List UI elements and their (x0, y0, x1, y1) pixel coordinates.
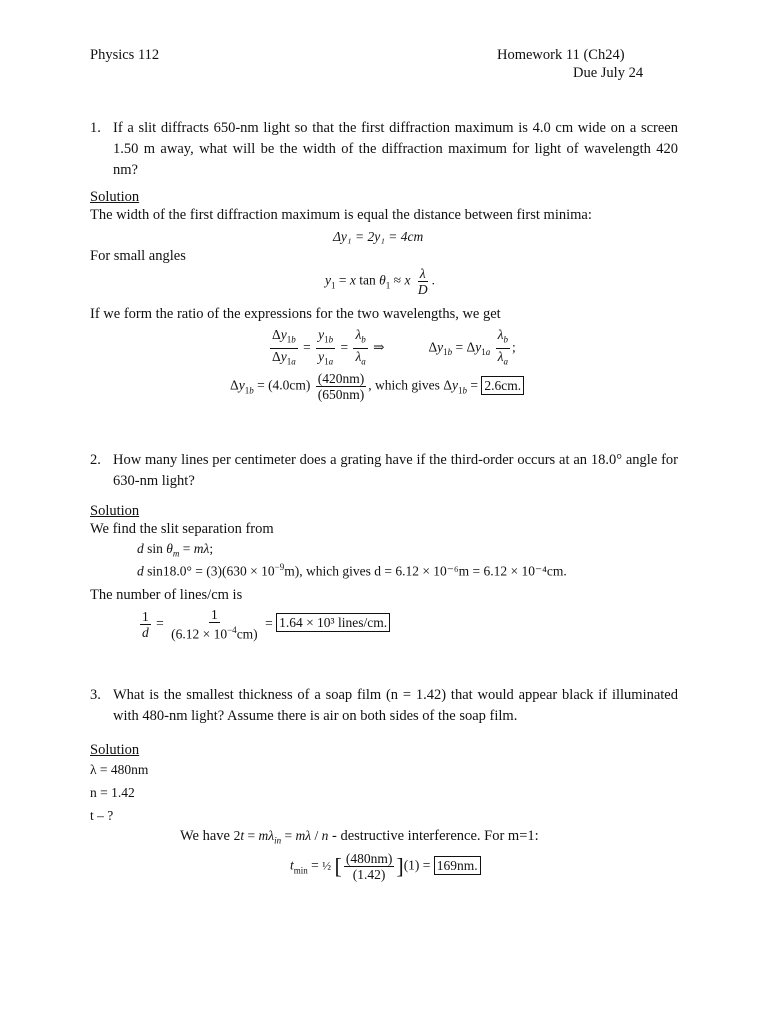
answer-box: 2.6cm. (481, 376, 524, 395)
solution-label: Solution (90, 189, 140, 205)
problem-number: 3. (90, 687, 101, 703)
equation-grating: d $\sin \theta_m = m\lambda$; (137, 541, 214, 559)
result-d: d = 6.12 × 10⁻⁶m = 6.12 × 10⁻⁴cm. (374, 563, 567, 579)
problem-2-question (90, 450, 678, 492)
course-name: Physics 112 (90, 47, 160, 63)
eq-denominator: (1.42) (352, 867, 386, 882)
given-wavelength: λ = 480nm (90, 762, 149, 777)
solution-text: We have $2t = m\lambda_{in} = m\lambda / n$ - destructive interference. For m=1: (180, 828, 539, 846)
eq-denominator: (650nm) (317, 387, 365, 402)
equation-text: Δy₁ = 2y₁ = 4cm (333, 229, 424, 244)
given-index: n = 1.42 (90, 785, 135, 800)
solution-text: The width of the first diffraction maximum is equal the distance between first minima: (90, 207, 592, 223)
which-gives-text: , which gives (368, 377, 440, 393)
equation-answer-3: $t_{min}$ = ½ [ $\frac{(480nm)}{(1.42)}$ ](1) = 169nm. (290, 851, 481, 882)
eq-numerator: (420nm) (317, 371, 365, 386)
solution-text: For small angles (90, 248, 186, 264)
problem-number: 1. (90, 120, 101, 136)
equation-small-angle: $y_1 = x$ $\tan \theta_1 \approx x$ $\frac{\lambda}{D}$ . (325, 266, 435, 297)
due-date: Due July 24 (573, 65, 644, 81)
solution-label: Solution (90, 503, 140, 519)
equation-answer-2: $\frac{1}{d}$ = $\frac{1}{(6.12 \times 10^{-4}cm)}$ = 1.64 × 10³ lines/cm. (138, 607, 390, 642)
we-have-text: We have (180, 828, 230, 844)
solution-text: The number of lines/cm is (90, 587, 243, 603)
problem-3-question (90, 685, 678, 727)
solution-text: If we form the ratio of the expressions for the two wavelengths, we get (90, 306, 501, 322)
solution-text: We find the slit separation from (90, 521, 274, 537)
which-gives-text: , which gives (299, 563, 371, 579)
equation-grating-values: d $\sin 18.0^\circ = (3)(630 \times 10^{-9}m)$, which gives d = 6.12 × 10⁻⁶m = 6.12 × 10⁻⁴cm. (137, 562, 567, 579)
given-unknown: t – ? (90, 808, 114, 823)
equation-ratio: $\frac{\Delta y_{1b}}{\Delta y_{1a}}$ = $\frac{y_{1b}}{y_{1a}}$ = $\frac{\lambda_b}{\lambda_a}$ ⇒ $\Delta y_{1b} = \Delta y_{1a}$ $\frac{\lambda_b}{\lambda_a}$ ; (272, 327, 516, 367)
eq-value: (4.0cm) (268, 377, 311, 393)
equation-answer-1: $\Delta y_{1b} = (4.0cm)$ $\frac{(420nm)}{(650nm)}$ , which gives $\Delta y_{1b} = 2.6cm$. (230, 371, 524, 402)
question-text: If a slit diffracts 650-nm light so that the first diffraction maximum is 4.0 cm wide on a screen 1.50 m away, what will be the width of the diffraction maximum for light of wavelength 420 nm? (113, 120, 678, 178)
equation-width (333, 229, 423, 245)
eq-numerator: (480nm) (345, 851, 393, 866)
homework-title: Homework 11 (Ch24) (497, 47, 625, 63)
problem-number: 2. (90, 452, 101, 468)
answer-box: 169nm. (434, 856, 481, 875)
problem-1-question (90, 118, 678, 181)
question-text: How many lines per centimeter does a grating have if the third-order occurs at an 18.0° angle for 630-nm light? (113, 452, 678, 489)
solution-label: Solution (90, 742, 140, 758)
destructive-text: - destructive interference. For m=1: (331, 828, 539, 844)
answer-box: 1.64 × 10³ lines/cm. (276, 613, 390, 632)
question-text: What is the smallest thickness of a soap film (n = 1.42) that would appear black if illuminated with 480-nm light? Assume there is air on both sides of the soap film. (113, 687, 678, 724)
